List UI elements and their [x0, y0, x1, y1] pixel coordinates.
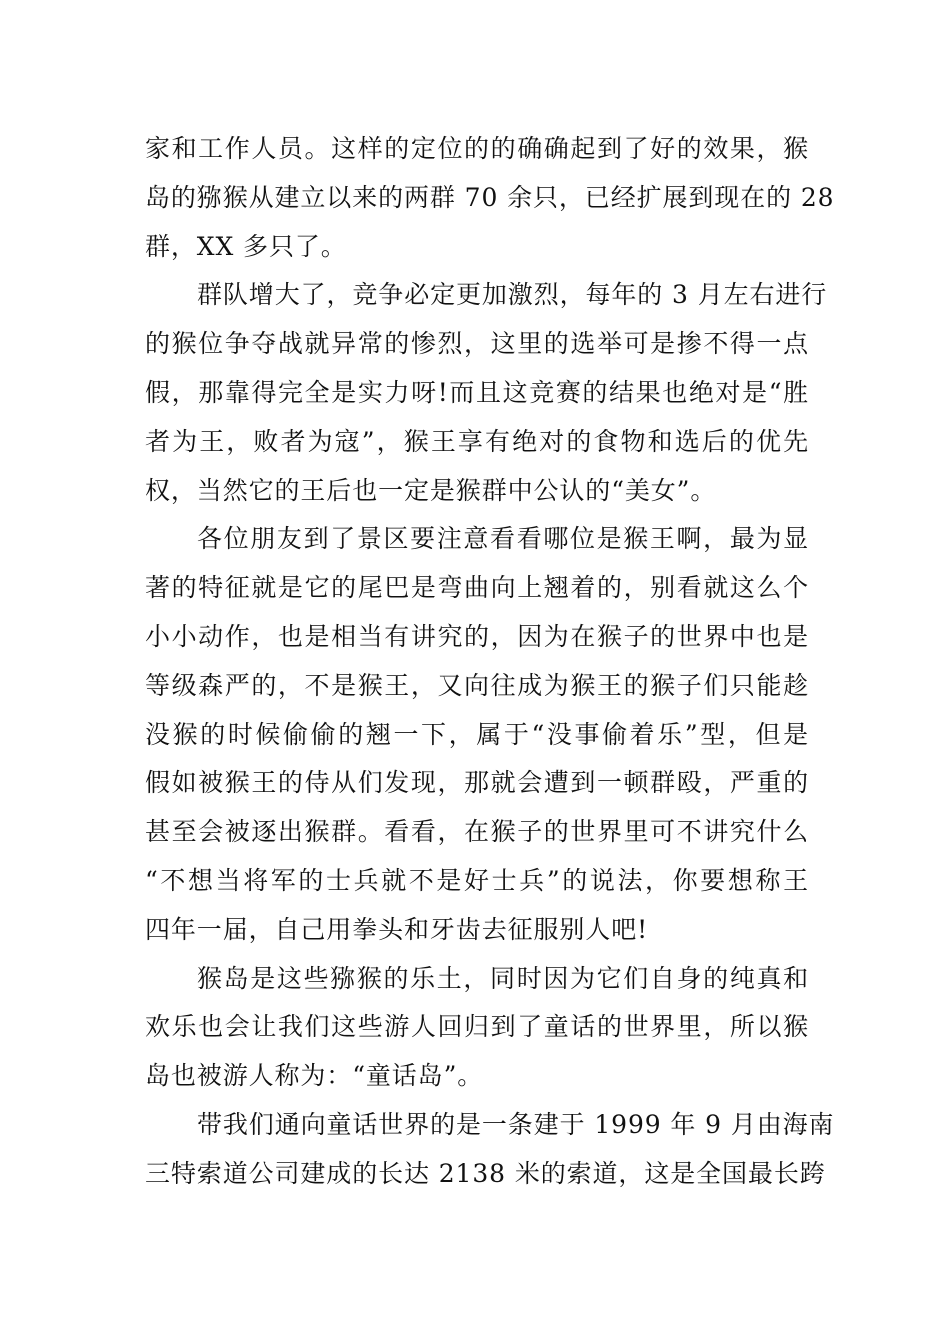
text-line: 甚至会被逐出猴群。看看，在猴子的世界里可不讲究什么: [145, 817, 809, 847]
text-line: 没猴的时候偷偷的翘一下，属于“没事偷着乐”型，但是: [145, 719, 809, 749]
text-line: 等级森严的，不是猴王，又向往成为猴王的猴子们只能趁: [145, 670, 809, 700]
text-line: 的猴位争夺战就异常的惨烈，这里的选举可是掺不得一点: [145, 329, 809, 359]
paragraph-first-line: 猴岛是这些猕猴的乐土，同时因为它们自身的纯真和: [197, 963, 809, 993]
text-line: 著的特征就是它的尾巴是弯曲向上翘着的，别看就这么个: [145, 573, 809, 603]
text-line: 四年一届，自己用拳头和牙齿去征服别人吧!: [145, 914, 649, 944]
text-line: “不想当将军的士兵就不是好士兵”的说法，你要想称王: [145, 865, 809, 895]
body-text: [145, 125, 835, 1199]
paragraph-first-line: 各位朋友到了景区要注意看看哪位是猴王啊，最为显: [197, 524, 809, 554]
text-line: 者为王，败者为寇”，猴王享有绝对的食物和选后的优先: [145, 426, 809, 456]
text-line: 欢乐也会让我们这些游人回归到了童话的世界里，所以猴: [145, 1012, 809, 1042]
paragraph-first-line: 群队增大了，竞争必定更加激烈，每年的 3 月左右进行: [197, 280, 828, 310]
text-line: 岛也被游人称为：“童话岛”。: [145, 1061, 484, 1091]
paragraph-first-line: 带我们通向童话世界的是一条建于 1999 年 9 月由海南: [197, 1109, 835, 1139]
text-line: 三特索道公司建成的长达 2138 米的索道，这是全国最长跨: [145, 1158, 826, 1188]
text-line: 假如被猴王的侍从们发现，那就会遭到一顿群殴，严重的: [145, 768, 809, 798]
text-line: 家和工作人员。这样的定位的的确确起到了好的效果，猴: [145, 134, 809, 163]
text-line: 权，当然它的王后也一定是猴群中公认的“美女”。: [145, 475, 717, 505]
text-line: 群，XX 多只了。: [145, 231, 347, 261]
text-line: 岛的猕猴从建立以来的两群 70 余只，已经扩展到现在的 28: [145, 182, 835, 212]
text-line: 假，那靠得完全是实力呀!而且这竞赛的结果也绝对是“胜: [145, 377, 809, 407]
text-line: 小小动作，也是相当有讲究的，因为在猴子的世界中也是: [145, 621, 809, 651]
